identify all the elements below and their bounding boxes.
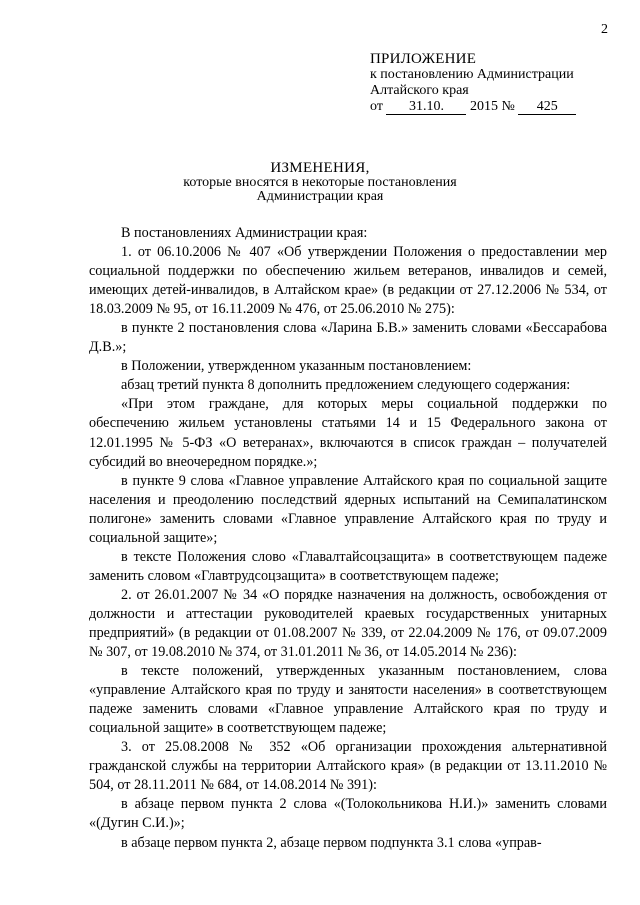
paragraph: «При этом граждане, для которых меры социальной поддержки по обеспечению жильем установлены статьями 14 и 15 Федерального закона от 12.01.1995 № 5-ФЗ «О ветеранах», включаются в список граждан – получателей субсидий во внеочередном порядке.»;: [89, 396, 607, 470]
date-day: 31.10.: [386, 100, 466, 115]
document-heading: [60, 161, 580, 205]
document-number: 425: [518, 100, 576, 115]
heading-title: ИЗМЕНЕНИЯ,: [270, 160, 370, 176]
paragraph: 2. от 26.01.2007 № 34 «О порядке назначения на должность, освобождения от должности и аттестации руководителей краевых государственных унитарных предприятий» (в редакции от 01.08.2007 № 339, от 22.04.2009 № 176, от 09.07.2009 № 307, от 19.08.2010 № 374, от 31.01.2011 № 36, от 14.05.2014 № 236):: [89, 586, 607, 661]
paragraph: В постановлениях Администрации края:: [121, 225, 368, 241]
paragraph: 1. от 06.10.2006 № 407 «Об утверждении Положения о предоставлении мер социальной поддержки по обеспечению жильем ветеранов, инвалидов и семей, имеющих детей-инвалидов, в Алтайском крае» (в редакции от 27.12.2006 № 534, от 18.03.2009 № 95, от 16.11.2009 № 476, от 25.06.2010 № 275):: [89, 244, 607, 318]
appendix-line-2: Алтайского края: [370, 83, 469, 98]
appendix-title: ПРИЛОЖЕНИЕ: [370, 51, 477, 67]
page-number: 2: [601, 22, 608, 37]
heading-line-1: которые вносятся в некоторые постановления: [183, 174, 457, 190]
paragraph: в тексте Положения слово «Главалтайсоцзащита» в соответствующем падеже заменить словом «Главтрудсоцзащита» в соответствующем падеже;: [89, 548, 607, 584]
appendix-line-1: к постановлению Администрации: [370, 67, 574, 82]
paragraph: 3. от 25.08.2008 № 352 «Об организации прохождения альтернативной гражданской службы на территории Алтайского края» (в редакции от 13.11.2010 № 504, от 28.11.2011 № 684, от 14.08.2014 № 391):: [89, 739, 607, 794]
appendix-block: [370, 51, 576, 115]
paragraph: в пункте 9 слова «Главное управление Алтайского края по социальной защите населения и преодолению последствий ядерных испытаний на Семипалатинском полигоне» заменить словами «Главное управление Алтайского края по труду и социальной защите»;: [89, 472, 607, 546]
appendix-date-line: [370, 99, 576, 115]
paragraph: в Положении, утвержденном указанным постановлением:: [121, 358, 472, 375]
paragraph: в абзаце первом пункта 2, абзаце первом подпункта 3.1 слова «управ-: [121, 834, 542, 851]
date-prefix: от: [370, 99, 383, 114]
heading-line-2: Администрации края: [256, 189, 384, 204]
document-body: [89, 224, 607, 853]
paragraph: абзац третий пункта 8 дополнить предложением следующего содержания:: [121, 377, 571, 394]
paragraph: в тексте положений, утвержденных указанным постановлением, слова «управление Алтайского края по труду и занятости населения» в соответствующем падеже заменить словами «Главное управление Алтайского края по труду и социальной защите» в соответствующем падеже;: [89, 663, 607, 737]
date-year: 2015 №: [469, 99, 515, 114]
paragraph: в абзаце первом пункта 2 слова «(Толокольникова Н.И.)» заменить словами «(Дугин С.И.)»;: [89, 796, 607, 832]
paragraph: в пункте 2 постановления слова «Ларина Б.В.» заменить словами «Бессарабова Д.В.»;: [89, 320, 607, 356]
